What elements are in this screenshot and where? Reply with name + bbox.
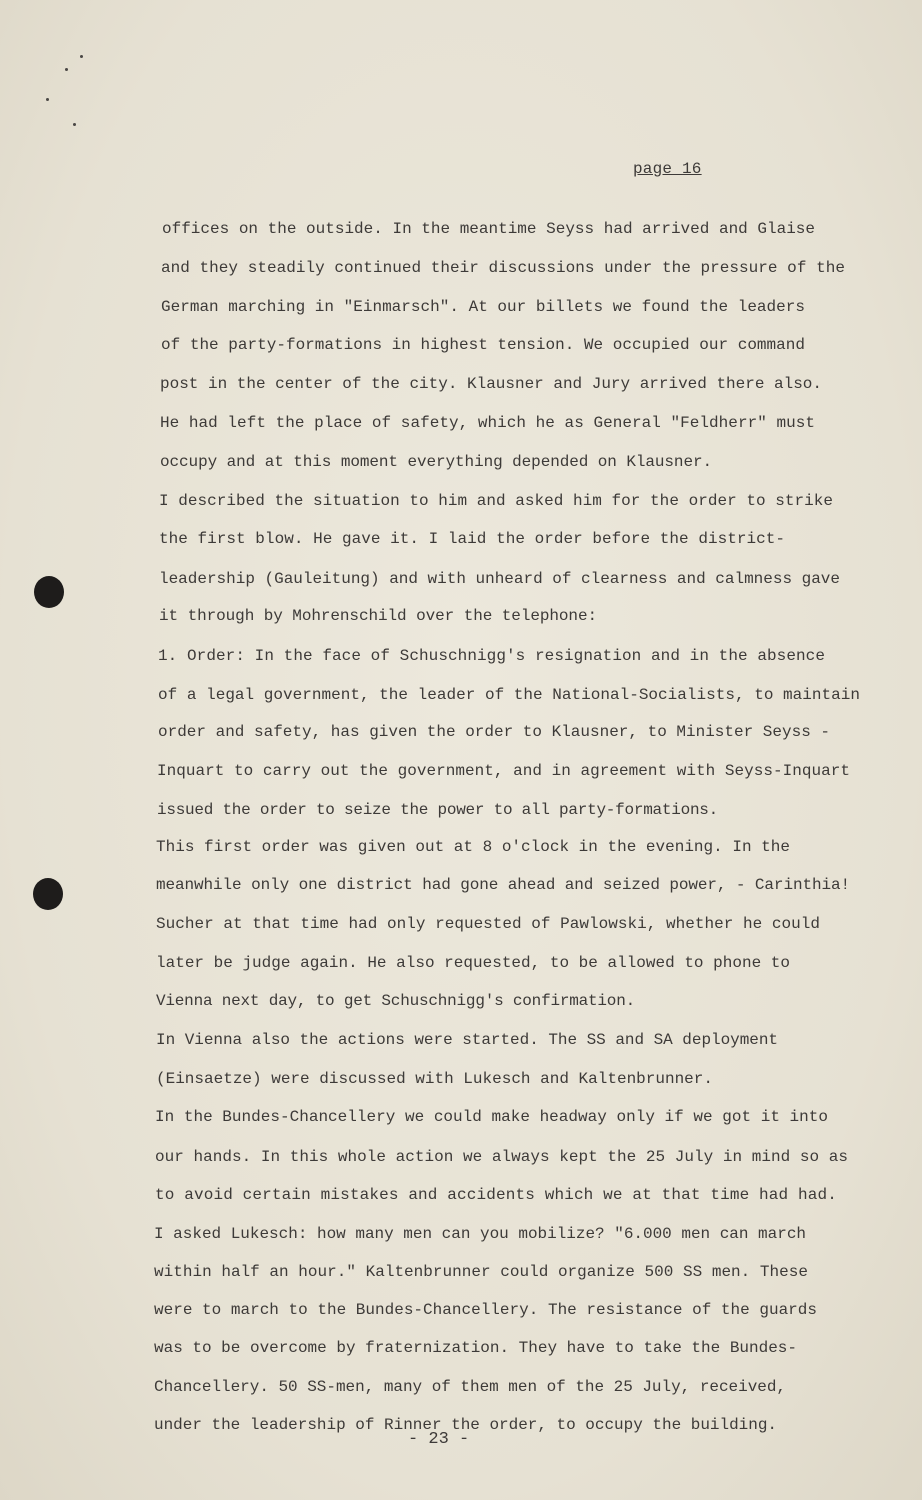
text-line: later be judge again. He also requested, to be allowed to phone to <box>156 954 790 972</box>
text-line: I described the situation to him and asked him for the order to strike <box>159 492 833 510</box>
text-line: I asked Lukesch: how many men can you mobilize? "6.000 men can march <box>154 1225 806 1243</box>
text-line: it through by Mohrenschild over the telephone: <box>159 607 597 625</box>
text-line: under the leadership of Rinner the order, to occupy the building. <box>154 1416 777 1434</box>
text-line: post in the center of the city. Klausner and Jury arrived there also. <box>160 375 822 393</box>
text-line: the first blow. He gave it. I laid the order before the district- <box>159 530 785 548</box>
text-line: were to march to the Bundes-Chancellery. The resistance of the guards <box>154 1301 817 1319</box>
speck-mark <box>65 68 68 71</box>
text-line: 1. Order: In the face of Schuschnigg's resignation and in the absence <box>158 647 825 665</box>
text-line: In Vienna also the actions were started. The SS and SA deployment <box>156 1031 778 1049</box>
page-footer-number: - 23 - <box>408 1430 470 1449</box>
speck-mark <box>46 98 49 101</box>
punch-hole <box>33 878 63 910</box>
text-line: to avoid certain mistakes and accidents which we at that time had had. <box>155 1186 837 1204</box>
text-line: (Einsaetze) were discussed with Lukesch and Kaltenbrunner. <box>156 1070 713 1088</box>
text-line: of the party-formations in highest tension. We occupied our command <box>161 336 805 354</box>
text-line: occupy and at this moment everything depended on Klausner. <box>160 453 712 471</box>
text-line: leadership (Gauleitung) and with unheard of clearness and calmness gave <box>159 570 840 588</box>
text-line: meanwhile only one district had gone ahead and seized power, - Carinthia! <box>156 876 850 894</box>
speck-mark <box>80 55 83 58</box>
text-line: Inquart to carry out the government, and in agreement with Seyss-Inquart <box>157 762 850 780</box>
punch-hole <box>34 576 64 608</box>
text-line: within half an hour." Kaltenbrunner could organize 500 SS men. These <box>154 1263 808 1281</box>
text-line: issued the order to seize the power to all party-formations. <box>157 801 719 819</box>
speck-mark <box>73 123 76 126</box>
text-line: our hands. In this whole action we always kept the 25 July in mind so as <box>155 1148 848 1166</box>
text-line: He had left the place of safety, which he as General "Feldherr" must <box>160 414 815 432</box>
text-line: This first order was given out at 8 o'clock in the evening. In the <box>156 838 790 856</box>
text-line: Sucher at that time had only requested of Pawlowski, whether he could <box>156 915 820 933</box>
text-line: Chancellery. 50 SS-men, many of them men of the 25 July, received, <box>154 1378 786 1396</box>
page-number-header: page 16 <box>633 160 702 178</box>
text-line: was to be overcome by fraternization. They have to take the Bundes- <box>154 1339 797 1357</box>
text-line: In the Bundes-Chancellery we could make headway only if we got it into <box>155 1108 828 1126</box>
text-line: order and safety, has given the order to Klausner, to Minister Seyss - <box>158 723 831 741</box>
text-line: German marching in "Einmarsch". At our billets we found the leaders <box>161 298 805 316</box>
text-line: offices on the outside. In the meantime Seyss had arrived and Glaise <box>162 220 815 238</box>
text-line: Vienna next day, to get Schuschnigg's confirmation. <box>156 992 635 1010</box>
text-line: and they steadily continued their discussions under the pressure of the <box>161 259 845 277</box>
text-line: of a legal government, the leader of the National-Socialists, to maintain <box>158 686 860 704</box>
